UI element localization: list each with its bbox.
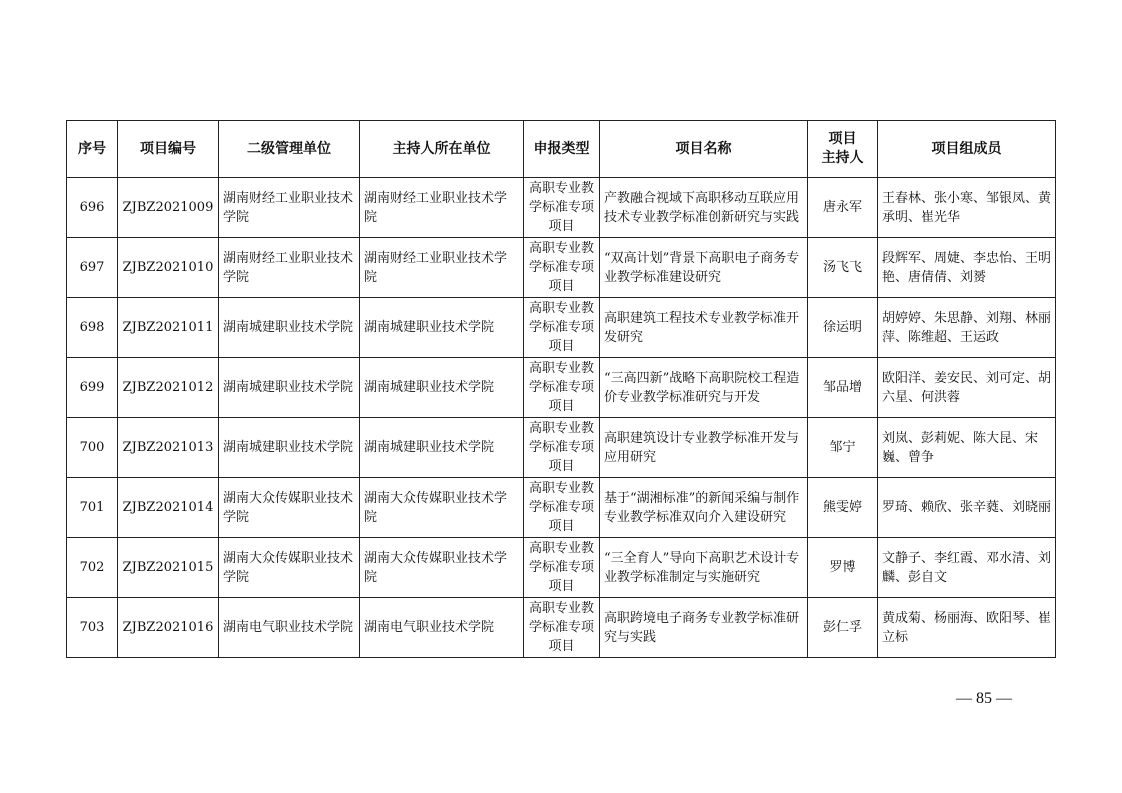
cell-host-unit: 湖南大众传媒职业技术学院	[360, 478, 524, 538]
cell-seq: 702	[67, 538, 118, 598]
cell-host: 熊雯婷	[808, 478, 878, 538]
header-type: 申报类型	[524, 121, 600, 178]
cell-unit2: 湖南财经工业职业技术学院	[219, 238, 360, 298]
cell-code: ZJBZ2021009	[118, 178, 219, 238]
cell-seq: 696	[67, 178, 118, 238]
page-number: — 85 —	[956, 690, 1012, 707]
cell-members: 胡婷婷、朱思静、刘翔、林丽萍、陈维超、王运政	[878, 298, 1056, 358]
header-code: 项目编号	[118, 121, 219, 178]
cell-host: 徐运明	[808, 298, 878, 358]
cell-members: 罗琦、赖欣、张辛蕤、刘晓丽	[878, 478, 1056, 538]
table-row	[67, 418, 1056, 478]
cell-members: 欧阳洋、姜安民、刘可定、胡六星、何洪蓉	[878, 358, 1056, 418]
cell-host-unit: 湖南财经工业职业技术学院	[360, 238, 524, 298]
cell-host-unit: 湖南城建职业技术学院	[360, 418, 524, 478]
cell-code: ZJBZ2021011	[118, 298, 219, 358]
cell-host: 邹宁	[808, 418, 878, 478]
cell-seq: 698	[67, 298, 118, 358]
cell-type: 高职专业教学标准专项项目	[524, 418, 600, 478]
cell-name: 高职跨境电子商务专业教学标准研究与实践	[600, 598, 808, 658]
cell-name: 基于“湖湘标准”的新闻采编与制作专业教学标准双向介入建设研究	[600, 478, 808, 538]
cell-seq: 699	[67, 358, 118, 418]
cell-type: 高职专业教学标准专项项目	[524, 538, 600, 598]
cell-unit2: 湖南城建职业技术学院	[219, 418, 360, 478]
cell-code: ZJBZ2021010	[118, 238, 219, 298]
cell-members: 文静子、李红霞、邓水清、刘麟、彭自文	[878, 538, 1056, 598]
cell-type: 高职专业教学标准专项项目	[524, 178, 600, 238]
cell-name: 高职建筑设计专业教学标准开发与应用研究	[600, 418, 808, 478]
cell-unit2: 湖南财经工业职业技术学院	[219, 178, 360, 238]
header-seq: 序号	[67, 121, 118, 178]
table-row	[67, 178, 1056, 238]
cell-host: 邹品增	[808, 358, 878, 418]
header-host-unit: 主持人所在单位	[360, 121, 524, 178]
cell-name: “三高四新”战略下高职院校工程造价专业教学标准研究与开发	[600, 358, 808, 418]
project-table	[66, 120, 1056, 658]
table-header-row	[67, 121, 1056, 178]
header-unit2: 二级管理单位	[219, 121, 360, 178]
cell-type: 高职专业教学标准专项项目	[524, 598, 600, 658]
cell-members: 王春林、张小寒、邹银凤、黄承明、崔光华	[878, 178, 1056, 238]
cell-seq: 700	[67, 418, 118, 478]
cell-type: 高职专业教学标准专项项目	[524, 298, 600, 358]
table-row	[67, 238, 1056, 298]
cell-unit2: 湖南大众传媒职业技术学院	[219, 478, 360, 538]
cell-host-unit: 湖南城建职业技术学院	[360, 298, 524, 358]
cell-seq: 697	[67, 238, 118, 298]
cell-code: ZJBZ2021016	[118, 598, 219, 658]
header-host	[808, 121, 878, 178]
table-row	[67, 358, 1056, 418]
cell-type: 高职专业教学标准专项项目	[524, 358, 600, 418]
table-row	[67, 298, 1056, 358]
table-row	[67, 598, 1056, 658]
cell-host-unit: 湖南城建职业技术学院	[360, 358, 524, 418]
cell-members: 刘岚、彭莉妮、陈大昆、宋巍、曾争	[878, 418, 1056, 478]
cell-code: ZJBZ2021013	[118, 418, 219, 478]
cell-host-unit: 湖南大众传媒职业技术学院	[360, 538, 524, 598]
cell-host: 罗博	[808, 538, 878, 598]
header-host-line2: 主持人	[821, 150, 864, 166]
cell-type: 高职专业教学标准专项项目	[524, 478, 600, 538]
cell-host: 唐永军	[808, 178, 878, 238]
cell-unit2: 湖南城建职业技术学院	[219, 298, 360, 358]
cell-code: ZJBZ2021012	[118, 358, 219, 418]
table-body	[67, 178, 1056, 658]
header-host-line1: 项目	[828, 131, 857, 147]
cell-host-unit: 湖南电气职业技术学院	[360, 598, 524, 658]
cell-code: ZJBZ2021014	[118, 478, 219, 538]
cell-name: 高职建筑工程技术专业教学标准开发研究	[600, 298, 808, 358]
cell-host: 汤飞飞	[808, 238, 878, 298]
cell-members: 段辉军、周婕、李忠怡、王明艳、唐倩倩、刘赟	[878, 238, 1056, 298]
cell-host-unit: 湖南财经工业职业技术学院	[360, 178, 524, 238]
cell-members: 黄成菊、杨丽海、欧阳琴、崔立标	[878, 598, 1056, 658]
cell-unit2: 湖南大众传媒职业技术学院	[219, 538, 360, 598]
cell-unit2: 湖南城建职业技术学院	[219, 358, 360, 418]
header-name: 项目名称	[600, 121, 808, 178]
cell-unit2: 湖南电气职业技术学院	[219, 598, 360, 658]
cell-seq: 703	[67, 598, 118, 658]
table-row	[67, 478, 1056, 538]
table-row	[67, 538, 1056, 598]
cell-type: 高职专业教学标准专项项目	[524, 238, 600, 298]
cell-seq: 701	[67, 478, 118, 538]
cell-host: 彭仁孚	[808, 598, 878, 658]
cell-code: ZJBZ2021015	[118, 538, 219, 598]
cell-name: “双高计划”背景下高职电子商务专业教学标准建设研究	[600, 238, 808, 298]
cell-name: “三全育人”导向下高职艺术设计专业教学标准制定与实施研究	[600, 538, 808, 598]
cell-name: 产教融合视域下高职移动互联应用技术专业教学标准创新研究与实践	[600, 178, 808, 238]
header-members: 项目组成员	[878, 121, 1056, 178]
